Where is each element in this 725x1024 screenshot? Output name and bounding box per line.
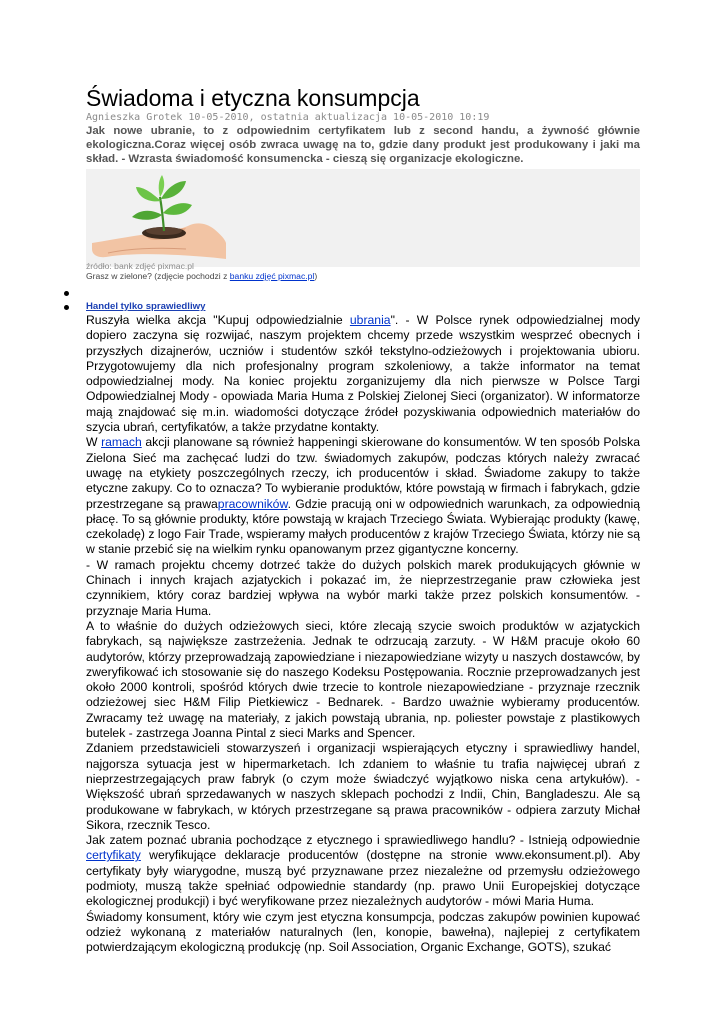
paragraph-2 xyxy=(86,435,640,557)
section-list xyxy=(86,286,640,313)
paragraph-6 xyxy=(86,833,640,909)
paragraph-5: Zdaniem przedstawicieli stowarzyszeń i organizacji wspierających etyczny i sprawiedliwy handel, najgorsza sytuacja jest w hipermarketach. Ich zdaniem to właśnie tu trafia najwięcej ubrań z nieprzestrzegających praw fabryk (o czym może świadczyć wyjątkowo niska cena artykułów). - Większość ubrań sprzedawanych w naszych sklepach pochodzi z Indii, Chin, Bangladeszu. Ale są produkowane w fabrykach, w których przestrzegane są prawa pracowników - odpiera zarzuty Michał Sikora, rzecznik Tesco. xyxy=(86,741,640,832)
p1-text-b: ". - W Polsce rynek odpowiedzialnej mody dopiero zaczyna się rozwijać, naszym projektem chcemy przede wszystkim wesprzeć obecnych i przyszłych dizajnerów, uczniów i studentów szkół tekstylno-odzieżowych i projektowania ubioru. Przygotowujemy dla nich profesjonalny program szkoleniowy, a także informator na temat odpowiedzialnej mody. Na koniec projektu zorganizujemy dla nich pierwsze w Polsce Targi Odpowiedzialnej Mody - opowiada Maria Huma z Polskiej Zielonej Sieci (organizator). W informatorze mają znajdować się m.in. wiadomości dotyczące źródeł pozyskiwania odpowiednich materiałów do szycia ubrań, certyfikatów, a także przydatne kontakty. xyxy=(86,313,640,435)
list-item xyxy=(86,300,640,313)
link-ramach[interactable]: ramach xyxy=(101,435,142,450)
image-caption xyxy=(86,271,640,282)
empty-list-item xyxy=(86,286,640,300)
image-source: źródło: bank zdjęć pixmac.pl xyxy=(86,261,194,271)
section-title-link[interactable]: Handel tylko sprawiedliwy xyxy=(86,301,206,312)
link-ubrania[interactable]: ubrania xyxy=(349,313,391,327)
hand-holding-seedling-image xyxy=(86,173,226,265)
caption-prefix: Grasz w zielone? (zdjęcie pochodzi z xyxy=(86,271,230,281)
p6-text-b: weryfikujące deklaracje producentów (dostępne na stronie www.ekonsument.pl). Aby certyfikaty były wiarygodne, muszą być przyznawane przez niezależne od przemysłu odzieżowego podmioty, muszą także spełniać odpowiednie standardy (np. prawo Unii Europejskiej dotyczące ekologicznej produkcji) i być weryfikowane przez niezależnych audytorów - mówi Maria Huma. xyxy=(86,848,640,909)
bullet-icon xyxy=(64,305,69,310)
p2-text-b: akcji planowane są również happeningi skierowane do konsumentów. W ten sposób Polska Zielona Sieć ma zachęcać ludzi do tzw. świadomych zakupów, podczas których należy zwracać uwagę na etykiety poszczególnych rzeczy, ich producentów i skład. Świadome zakupy to także etyczne zakupy. Co to oznacza? To wybieranie produktów, które powstają w firmach i fabrykach, gdzie przestrzegane są prawa xyxy=(86,435,640,511)
p6-text-a: Jak zatem poznać ubrania pochodzące z etycznego i sprawiedliwego handlu? - Istnieją odpowiednie xyxy=(86,833,640,848)
article xyxy=(86,84,640,955)
paragraph-1 xyxy=(86,313,640,435)
link-certyfikaty[interactable]: certyfikaty xyxy=(86,848,141,863)
article-title: Świadoma i etyczna konsumpcja xyxy=(86,85,420,111)
p1-text-a: Ruszyła wielka akcja "Kupuj odpowiedzialnie xyxy=(86,313,350,327)
article-photo-box xyxy=(86,169,640,267)
caption-suffix: ) xyxy=(314,271,318,281)
paragraph-3: - W ramach projektu chcemy dotrzeć także do dużych polskich marek produkujących głównie w Chinach i innych krajach azjatyckich i pokazać im, że nieprzestrzeganie praw człowieka jest czynnikiem, który coraz bardziej wpływa na wybór marki także przez polskich konsumentów. - przyznaje Maria Huma. xyxy=(86,557,640,618)
bullet-icon xyxy=(64,291,69,296)
article-lead: Jak nowe ubranie, to z odpowiednim certyfikatem lub z second handu, a żywność głównie ekologiczna.Coraz więcej osób zwraca uwagę na to, gdzie dany produkt jest produkowany i jaki ma skład. - Wzrasta świadomość konsumencka - cieszą się organizacje ekologiczne. xyxy=(86,125,640,165)
p2-text-a: W xyxy=(86,435,102,450)
paragraph-7: Świadomy konsument, który wie czym jest etyczna konsumpcja, podczas zakupów powinien kupować odzież wykonaną z materiałów naturalnych (len, konopie, bawełna), najlepiej z certyfikatem potwierdzającym ekologiczną produkcję (np. Soil Association, Organic Exchange, GOTS), szukać xyxy=(86,909,640,955)
article-byline: Agnieszka Grotek 10-05-2010, ostatnia aktualizacja 10-05-2010 10:19 xyxy=(86,112,490,123)
link-pracownikow[interactable]: pracowników xyxy=(217,496,288,511)
p2-text-c: . Gdzie pracują oni w odpowiednich warunkach, za odpowiednią płacę. To są głównie produkty, które powstają w krajach Trzeciego Świata. Wybierając produkty (kawę, czekoladę) z logo Fair Trade, wspieramy małych producentów z krajów Trzeciego Świata, którzy nie są w stanie przebić się na wielkim rynku opanowanym przez gigantyczne koncerny. xyxy=(86,496,640,557)
paragraph-4: A to właśnie do dużych odzieżowych sieci, które zlecają szycie swoich produktów w azjatyckich fabrykach, są największe zastrzeżenia. Jednak te odrzucają zarzuty. - W H&M pracuje około 60 audytorów, którzy przeprowadzają zapowiedziane i niezapowiedziane wizyty u naszych dostawców, by zweryfikować ich stosowanie się do naszego Kodeksu Postępowania. Rocznie przeprowadzanych jest około 2000 kontroli, spośród których dwie trzecie to kontrole niezapowiedziane - przyznaje rzecznik odzieżowej siec H&M Filip Pietkiewicz - Bednarek. - Bardzo uważnie wybieramy producentów. Zwracamy też uwagę na materiały, z jakich powstają ubrania, np. poliester powstaje z plastikowych butelek - zastrzega Joanna Pintal z sieci Marks and Spencer. xyxy=(86,618,640,741)
article-body xyxy=(86,313,640,955)
caption-link[interactable]: banku zdjęć pixmac.pl xyxy=(229,271,315,281)
